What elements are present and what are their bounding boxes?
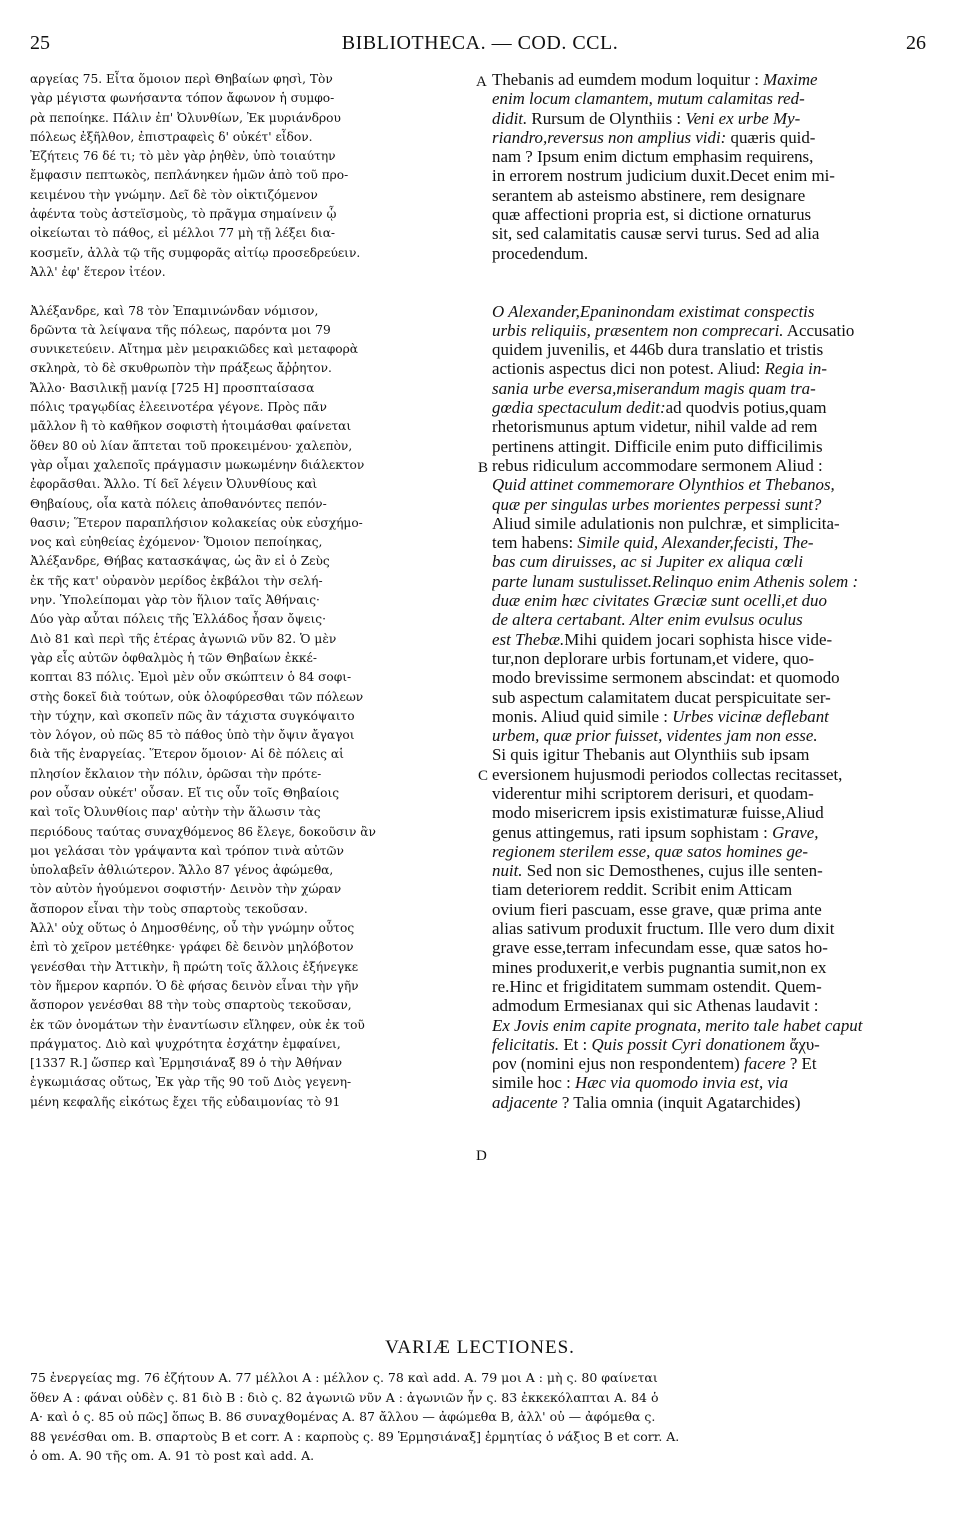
latin-roman-run: ? Et xyxy=(785,1054,817,1074)
latin-line xyxy=(492,359,934,378)
latin-italic-run: riandro,reversus non amplius vidi: xyxy=(492,127,727,147)
running-header xyxy=(0,32,960,62)
latin-roman-run: Thebanis ad eumdem modum loquitur : xyxy=(492,70,764,89)
latin-roman-run: Et : xyxy=(559,1034,592,1054)
latin-italic-run: Quis possit Cyri donationem xyxy=(591,1034,786,1054)
latin-roman-run: mines produxerit,e verbis pugnantia sumit,non ex xyxy=(492,957,827,977)
greek-line: συνικετεύειν. Αἴτημα μὲν μειρακιῶδες καὶ μεταφορὰ xyxy=(30,342,359,357)
latin-roman-run: quæ affectioni propria est, si dictione ornaturus xyxy=(492,205,812,225)
greek-line: Ἄλλο· Βασιλικῇ μανίᾳ [725 H] προσπταίσασα xyxy=(30,380,315,395)
greek-line: Ἀλλ' ἐφ' ἕτερον ἰτέον. xyxy=(30,264,166,279)
greek-line: ἐκ τῆς κατ' οὐρανὸν μερίδος ἐκβάλοι τὴν σελή- xyxy=(30,573,323,588)
latin-line xyxy=(492,1093,934,1112)
latin-line xyxy=(492,1016,934,1035)
greek-line: περιόδους ταύτας συναχθόμενος 86 ἔλεγε, δοκοῦσιν ἂν xyxy=(30,824,376,839)
latin-line xyxy=(492,533,934,552)
greek-line: τὸν αὐτὸν ἡγούμενοι σοφιστήν· Δεινὸν τὴν χώραν xyxy=(30,882,342,897)
latin-line xyxy=(492,591,934,610)
latin-italic-run: Quid attinet commemorare Olynthios et Thebanos, xyxy=(492,475,835,495)
latin-line xyxy=(492,958,934,977)
greek-line: γὰρ εἷς αὐτῶν ὀφθαλμὸς ἡ τῶν Θηβαίων ἐκκέ- xyxy=(30,650,317,665)
apparatus-line: ὅθεν A : φάναι οὐδὲν ς. 81 διὸ B : διὸ ς. 82 ἀγωνιῶ νῦν A : ἀγωνιῶν ἦν ς. 83 ἐκκεκόλαπται A. 84 ὁ xyxy=(30,1389,659,1405)
latin-line xyxy=(492,89,934,108)
latin-italic-run: de altera certabant. Alter enim evulsus oculus xyxy=(492,610,803,630)
greek-line: μᾶλλον ἢ τὸ καθῆκον σοφιστὴ ἡτοιμάσθαι φαίνεται xyxy=(30,419,352,434)
latin-roman-run: grave esse,terram infecundam esse, quæ satos ho- xyxy=(492,938,828,958)
latin-italic-run: facere xyxy=(744,1054,786,1074)
latin-roman-run: pertinens attingit. Difficile enim puto difficilimis xyxy=(492,436,823,456)
latin-roman-run: tur,non deplorare urbis fortunam,et videre, quo- xyxy=(492,648,815,668)
greek-line: πράγματος. Διὸ καὶ ψυχρότητα ἐσχάτην ἐμφαίνει, xyxy=(30,1036,341,1051)
greek-line: Θηβαίους, οἷα κατὰ πόλεις ἀποθανόντες πεπόν- xyxy=(30,496,327,511)
latin-roman-run: Rursum de Olynthiis : xyxy=(527,108,686,128)
greek-line: κειμένου τὴν γνώμην. Δεῖ δὲ τὸν οἰκτιζόμενον xyxy=(30,187,318,202)
greek-line: κοσμεῖν, ἀλλὰ τῷ τῆς συμφορᾶς αἰτίῳ προσεδρεύειν. xyxy=(30,245,361,260)
greek-line: νος καὶ εὐηθείας ἐχόμενον· Ὅμοιον πεποίηκας, xyxy=(30,535,323,550)
latin-line xyxy=(492,263,934,282)
latin-line xyxy=(492,282,934,301)
greek-line: οἰκείωται τὸ πάθος, εἰ μέλλοι 77 μὴ τῇ λέξει δια- xyxy=(30,226,336,241)
latin-italic-run: Urbes vicinæ deflebant xyxy=(672,706,829,726)
greek-line: Διὸ 81 καὶ περὶ τῆς ἑτέρας ἀγωνιῶ νῦν 82. Ὁ μὲν xyxy=(30,631,337,646)
latin-roman-run: re.Hinc et frigiditatem summam ostendit. Quem- xyxy=(492,976,822,996)
latin-italic-run: nuit. xyxy=(492,861,523,881)
latin-line xyxy=(492,514,934,533)
latin-roman-run: tiam deteriorem reddit. Scribit enim Atticam xyxy=(492,880,793,900)
latin-roman-run: sit, sed calamitatis causæ servi turus. Sed ad alia xyxy=(492,224,820,244)
latin-roman-run: rhetorismunus aptum videtur, nihil valde ad rem xyxy=(492,417,818,437)
greek-line: θασιν; Ἕτερον παραπλήσιον κολακείας οὐκ εὐσχήμο- xyxy=(30,515,363,530)
greek-line: τὸν ἥμερον καρπόν. Ὁ δὲ φήσας δεινὸν εἶναι τὴν γῆν xyxy=(30,978,359,993)
latin-roman-run: Aliud simile adulationis non pulchræ, et simplicita- xyxy=(492,513,840,533)
latin-italic-run: sania urbe eversa,miserandum magis quam tra- xyxy=(492,378,816,398)
latin-roman-run: procedendum. xyxy=(492,243,589,263)
latin-line xyxy=(492,224,934,243)
latin-italic-run: didit. xyxy=(492,108,528,128)
greek-line: στὴς δοκεῖ διὰ τούτων, οὐκ ὀλοφύρεσθαι τῶν πόλεων xyxy=(30,689,364,704)
apparatus-line: ὁ om. A. 90 τῆς om. A. 91 τὸ post καὶ add. A. xyxy=(30,1448,315,1463)
latin-italic-run: adjacente xyxy=(492,1092,558,1112)
latin-roman-run: rebus ridiculum accommodare sermonem Aliud : xyxy=(492,455,823,475)
latin-line xyxy=(492,552,934,571)
latin-roman-run: Si quis igitur Thebanis aut Olynthiis sub ipsam xyxy=(492,745,810,765)
greek-line: ἐκ τῶν ὀνομάτων τὴν ἐναντίωσιν εἴληφεν, οὐκ ἐκ τοῦ xyxy=(30,1017,365,1032)
latin-italic-run: felicitatis. xyxy=(492,1034,560,1054)
greek-line xyxy=(30,282,470,301)
latin-roman-run: nam ? Ipsum enim dictum emphasim requirens, xyxy=(492,147,814,167)
variae-lectiones-title: VARIÆ LECTIONES. xyxy=(385,1337,575,1358)
latin-roman-run: Sed non sic Demosthenes, cujus ille senten- xyxy=(522,861,823,881)
greek-line: γενέσθαι τὴν Ἀττικὴν, ἢ πρώτη τοῖς ἄλλοις ἐξήνεγκε xyxy=(30,959,359,974)
latin-italic-run: gœdia spectaculum dedit: xyxy=(492,398,666,418)
latin-roman-run: eversionem hujusmodi periodos collectas recitasset, xyxy=(492,764,843,784)
page-number-left: 25 xyxy=(30,32,50,54)
greek-text-column xyxy=(30,70,470,1112)
greek-line: πλησίον ἔκλαιον τὴν πόλιν, ὁρῶσαι τὴν πρότε- xyxy=(30,766,322,781)
latin-roman-run: serantem ab asteismo abstinere, rem designare xyxy=(492,185,806,205)
page-number-right: 26 xyxy=(906,32,926,54)
apparatus-line: A· καὶ ὁ ς. 85 οὐ πῶς] ὅπως B. 86 συναχθομένας A. 87 ἄλλου — ἀφώμεθα B, ἀλλ' οὐ — ἀφόμεθα ς. xyxy=(30,1409,656,1424)
greek-line: πόλις τραγῳδίας ἐλεεινοτέρα γέγονε. Πρὸς πᾶν xyxy=(30,400,327,415)
greek-line: ἐπὶ τὸ χεῖρον μετέθηκε· γράφει δὲ δεινὸν μηλόβοτον xyxy=(30,940,354,955)
greek-line: ρὰ πεποίηκε. Πάλιν ἐπ' Ὀλυνθίων, Ἐκ μυριάνδρου xyxy=(30,110,341,125)
latin-italic-run: quæ per singulas urbes morientes perpessi sunt? xyxy=(492,494,822,514)
latin-line xyxy=(492,302,934,321)
greek-line: γὰρ μέγιστα φωνήσαντα τόπον ἄφωνον ἡ συμφο- xyxy=(30,91,335,106)
latin-italic-run: Ex Jovis enim capite prognata, merito tale habet caput xyxy=(492,1015,863,1035)
latin-line xyxy=(492,437,934,456)
latin-italic-run: Regia in- xyxy=(764,359,827,379)
latin-italic-run: enim locum clamantem, mutum calamitas red- xyxy=(492,89,805,109)
greek-line: γὰρ οἶμαι χαλεποῖς πράγμασιν μωκωμένην διάλεκτον xyxy=(30,457,365,472)
latin-line xyxy=(492,1054,934,1073)
latin-line xyxy=(492,900,934,919)
apparatus-line: 88 γενέσθαι om. B. σπαρτοὺς B et corr. A : καρποὺς ς. 89 Ἑρμησιάναξ] ἑρμητίας ὁ νάξιος B et corr. A. xyxy=(30,1428,680,1444)
latin-line xyxy=(492,784,934,803)
latin-line xyxy=(492,205,934,224)
variae-lectiones-apparatus xyxy=(30,1368,935,1466)
latin-italic-run: Grave, xyxy=(772,822,819,842)
latin-italic-run: est Thebæ. xyxy=(492,629,565,649)
margin-letter-a: A xyxy=(476,74,487,90)
greek-line: Ἐζήτεις 76 δέ τι; τὸ μὲν γὰρ ῥηθὲν, ὑπὸ τοιαύτην xyxy=(30,149,336,164)
latin-italic-run: Veni ex urbe My- xyxy=(685,108,801,128)
greek-line: τὴν τύχην, καὶ σκοπεῖν πῶς ἂν τάχιστα συγκόψαιτο xyxy=(30,708,355,723)
apparatus-line: 75 ἐνεργείας mg. 76 ἐζήτουν A. 77 μέλλοι A : μέλλον ς. 78 καὶ add. A. 79 μοι A : μὴ ς. 80 φαίνεται xyxy=(30,1370,658,1385)
latin-roman-run: modo brevissime sermonem abscindat: et quomodo xyxy=(492,668,840,688)
latin-line xyxy=(492,147,934,166)
greek-line: ἐγκωμιάσας οὕτως, Ἐκ γὰρ τῆς 90 τοῦ Διὸς γεγενη- xyxy=(30,1075,352,1090)
latin-line xyxy=(492,919,934,938)
latin-line xyxy=(492,842,934,861)
greek-line: Δύο γὰρ αὗται πόλεις τῆς Ἑλλάδος ἦσαν ὄψεις· xyxy=(30,612,326,627)
latin-line xyxy=(492,823,934,842)
latin-roman-run: monis. Aliud quid simile : xyxy=(492,706,673,726)
greek-line: διὰ τῆς ἐναργείας. Ἕτερον ὅμοιον· Αἱ δὲ πόλεις αἱ xyxy=(30,747,344,762)
latin-italic-run: urbis reliquiis, præsentem non comprecari. xyxy=(492,320,784,340)
greek-line: ἔμφασιν πεπτωκὸς, πεπλάνηκεν ἡμῶν ἀπὸ τοῦ προ- xyxy=(30,168,349,183)
latin-roman-run: Mihi quidem jocari sophista hisce vide- xyxy=(564,629,833,649)
latin-roman-run: admodum Ermesianax qui sic Athenas laudavit : xyxy=(492,996,819,1016)
greek-line: καὶ τοῖς Ὀλυνθίοις παρ' αὐτὴν τὴν ἅλωσιν τὰς xyxy=(30,805,321,820)
margin-letter-c: C xyxy=(478,768,489,784)
margin-letter-d: D xyxy=(476,1148,487,1164)
margin-letter-b: B xyxy=(478,460,489,476)
latin-line xyxy=(492,880,934,899)
latin-roman-run: in errorem nostrum judicium duxit.Decet enim mi- xyxy=(492,166,835,186)
latin-line xyxy=(492,166,934,185)
greek-line: νην. Ὑπολείπομαι γὰρ τὸν ἥλιον ταῖς Ἀθήναις· xyxy=(30,593,320,608)
latin-italic-run: O Alexander,Epaninondam existimat conspectis xyxy=(492,301,815,321)
latin-line xyxy=(492,398,934,417)
greek-line: [1337 R.] ὥσπερ καὶ Ἑρμησιάναξ 89 ὁ τὴν Ἀθήναν xyxy=(30,1056,343,1071)
greek-line: ρον οὖσαν οὐκέτ' οὖσαν. Εἴ τις οὖν τοῖς Θηβαίοις xyxy=(30,785,340,800)
greek-line: ἄσπορον εἶναι τὴν τοὺς σπαρτοὺς τεκοῦσαν. xyxy=(30,901,308,916)
latin-line xyxy=(492,475,934,494)
latin-line xyxy=(492,996,934,1015)
greek-line: πόλεως ἐξῆλθον, ἐπιστραφεὶς δ' οὐκέτ' εἶδον. xyxy=(30,129,313,144)
latin-line xyxy=(492,456,934,475)
greek-line: Ἀλλ' οὐχ οὕτως ὁ Δημοσθένης, οὗ τὴν γνώμην οὗτος xyxy=(30,921,355,936)
latin-italic-run: regionem sterilem esse, quæ satos homines ge- xyxy=(492,841,809,861)
latin-italic-run: duæ enim hæc civitates Græciæ sunt ocelli,et duo xyxy=(492,591,827,611)
latin-roman-run: ρον (nomini ejus non respondentem) xyxy=(492,1054,745,1074)
latin-line xyxy=(492,70,934,89)
greek-line: ἄσπορον γενέσθαι 88 τὴν τοὺς σπαρτοὺς τεκοῦσαν, xyxy=(30,998,352,1013)
latin-line xyxy=(492,861,934,880)
latin-roman-run: ἄχυ- xyxy=(785,1034,820,1054)
latin-roman-run: simile hoc : xyxy=(492,1073,576,1093)
greek-line: αργείας 75. Εἶτα ὅμοιον περὶ Θηβαίων φησὶ, Τὸν xyxy=(30,72,333,86)
latin-line xyxy=(492,610,934,629)
latin-italic-run: Maxime xyxy=(763,70,818,89)
latin-italic-run: parte lunam sustulisset.Relinquo enim Athenis solem : xyxy=(492,571,859,591)
latin-roman-run: ? Talia omnia (inquit Agatarchides) xyxy=(557,1092,801,1112)
latin-line xyxy=(492,977,934,996)
latin-line xyxy=(492,379,934,398)
latin-italic-run: bas cum diruisses, ac si Jupiter ex aliqua cœli xyxy=(492,552,804,572)
latin-italic-run: Hæc via quomodo invia est, via xyxy=(575,1073,789,1093)
latin-roman-run: quæris quid- xyxy=(726,127,816,147)
latin-line xyxy=(492,495,934,514)
greek-line: Ἀλέξανδρε, Θήβας κατασκάψας, ὡς ἂν εἰ ὁ Ζεὺς xyxy=(30,554,330,569)
greek-line: σκληρὰ, τὸ δὲ σκυθρωπὸν τὴν πράξεως ἄῤῥητον. xyxy=(30,361,332,376)
latin-line xyxy=(492,1073,934,1092)
latin-roman-run: ad quodvis potius,quam xyxy=(665,398,827,418)
latin-line xyxy=(492,688,934,707)
latin-roman-run: genus attingemus, rati ipsum sophistam : xyxy=(492,822,773,842)
latin-line xyxy=(492,765,934,784)
latin-line xyxy=(492,128,934,147)
greek-line: τὸν λόγον, οὐ πῶς 85 τὸ πάθος ὑπὸ τὴν ὄψιν ἄγαγοι xyxy=(30,728,355,743)
running-title: BIBLIOTHECA. — COD. CCL. xyxy=(341,32,619,54)
latin-italic-run: Simile quid, Alexander,fecisti, The- xyxy=(577,533,814,553)
latin-line xyxy=(492,186,934,205)
latin-roman-run: viderentur mihi scriptorem derisuri, et quodam- xyxy=(492,783,814,803)
latin-roman-run: Accusatio xyxy=(783,320,855,340)
greek-line: δρῶντα τὰ λείψανα τῆς πόλεως, παρόντα μοι 79 xyxy=(30,322,331,337)
latin-line xyxy=(492,649,934,668)
latin-italic-run: urbem, quæ prior fuisset, videntes jam non esse. xyxy=(492,726,818,746)
latin-line xyxy=(492,572,934,591)
latin-line xyxy=(492,244,934,263)
greek-line: Ἀλέξανδρε, καὶ 78 τὸν Ἐπαμινώνδαν νόμισον, xyxy=(30,303,319,318)
latin-roman-run: tem habens: xyxy=(492,533,578,553)
latin-line xyxy=(492,938,934,957)
latin-roman-run: actionis aspectus dici non potest. Aliud: xyxy=(492,359,765,379)
latin-line xyxy=(492,630,934,649)
latin-line xyxy=(492,668,934,687)
latin-roman-run: sub aspectum calamitatem ducat perspicuitate ser- xyxy=(492,687,831,707)
greek-line: ὑπολαβεῖν ἀθλιώτερον. Ἄλλο 87 γένος ἀφώμεθα, xyxy=(30,863,334,878)
greek-line: ἀφέντα τοὺς ἀστεϊσμοὺς, τὸ πρᾶγμα σημαίνειν ᾧ xyxy=(30,207,337,222)
greek-line: ἐφορᾶσθαι. Ἄλλο. Τί δεῖ λέγειν Ὀλυνθίους καὶ xyxy=(30,477,318,492)
latin-line xyxy=(492,340,934,359)
latin-roman-run: ovium fieri pascuam, esse grave, quæ prima ante xyxy=(492,899,822,919)
latin-line xyxy=(492,1035,934,1054)
latin-roman-run: alias sativum produxit fructum. Ille vero dum dixit xyxy=(492,919,835,939)
latin-line xyxy=(492,745,934,764)
greek-line: κοπται 83 πόλις. Ἐμοὶ μὲν οὖν σκώπτειν ὁ 84 σοφι- xyxy=(30,670,352,685)
latin-roman-run: modo misericrem ipsis existimaturæ fuisse,Aliud xyxy=(492,803,824,823)
latin-roman-run: quidem juvenilis, et 446b dura translatio et tristis xyxy=(492,340,824,360)
greek-line: μοι γελάσαι τὸν γράψαντα καὶ τρόπον τινὰ αὐτῶν xyxy=(30,843,344,858)
latin-translation-column xyxy=(492,70,934,1112)
latin-line xyxy=(492,321,934,340)
greek-line: ὅθεν 80 οὐ λίαν ἅπτεται τοῦ προκειμένου· χαλεπὸν, xyxy=(30,438,353,453)
latin-line xyxy=(492,109,934,128)
latin-line xyxy=(492,726,934,745)
latin-line xyxy=(492,707,934,726)
latin-line xyxy=(492,417,934,436)
greek-line: μένη κεφαλῆς εἰκότως ἔχει τῆς εὐδαιμονίας τὸ 91 xyxy=(30,1094,341,1109)
latin-line xyxy=(492,803,934,822)
